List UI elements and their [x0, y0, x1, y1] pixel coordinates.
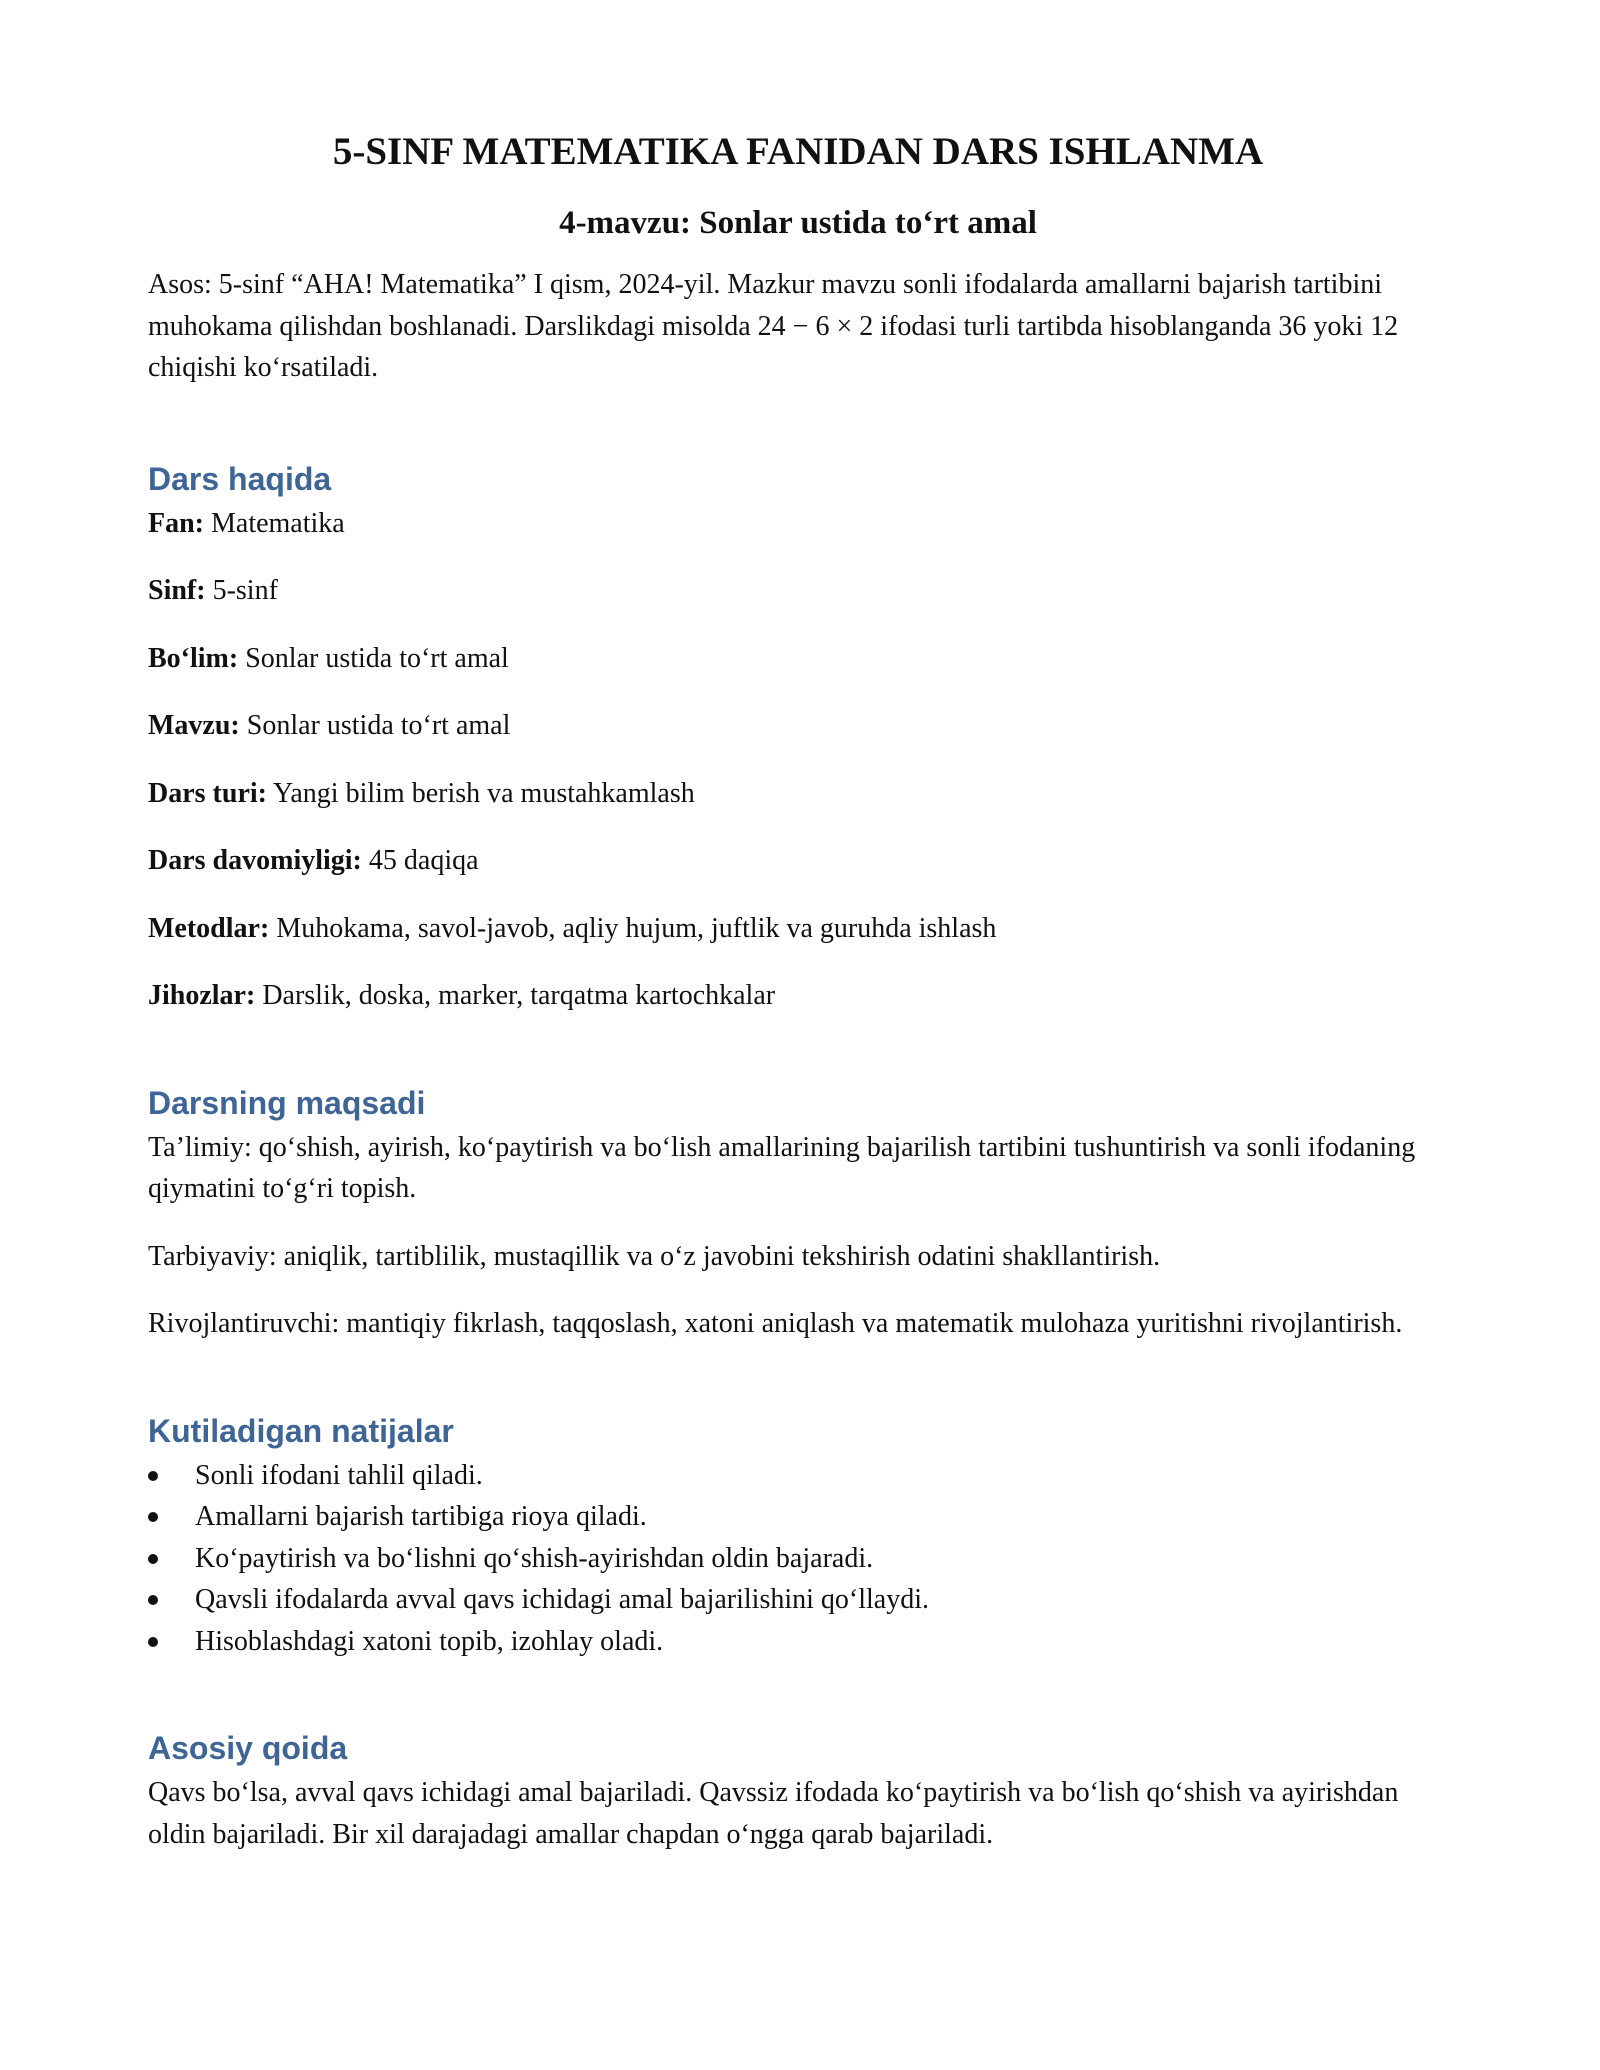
field-value: Muhokama, savol-javob, aqliy hujum, juftlik va guruhda ishlash [269, 912, 997, 944]
field-label: Mavzu: [148, 710, 240, 741]
about-heading: Dars haqida [148, 460, 332, 497]
bullet-icon [148, 1471, 158, 1481]
outcomes-list [148, 1455, 1448, 1663]
field-duration [148, 840, 1448, 882]
about-fields [148, 503, 1448, 1017]
field-grade [148, 570, 1448, 612]
list-item [148, 1621, 1448, 1663]
field-value: Darslik, doska, marker, tarqatma kartochkalar [255, 980, 776, 1011]
document-title: 5-SINF MATEMATIKA FANIDAN DARS ISHLANMA [332, 130, 1264, 173]
field-value: Sonlar ustida to‘rt amal [239, 710, 511, 741]
field-methods [148, 908, 1448, 950]
field-label: Sinf: [148, 575, 206, 606]
list-item-text: Amallarni bajarish tartibiga rioya qiladi. [195, 1501, 647, 1532]
bullet-icon [148, 1595, 158, 1605]
field-label: Dars turi: [148, 777, 267, 809]
field-label: Jihozlar: [148, 980, 256, 1011]
field-lesson-type [148, 773, 1448, 815]
list-item-text: Hisoblashdagi xatoni topib, izohlay oladi. [195, 1625, 664, 1657]
goals-section [148, 1083, 1448, 1345]
document-page [148, 128, 1448, 1855]
list-item [148, 1496, 1448, 1538]
goal-upbringing: Tarbiyaviy: aniqlik, tartiblilik, mustaqillik va o‘z javobini tekshirish odatini shakllantirish. [148, 1240, 1161, 1272]
rule-heading: Asosiy qoida [148, 1730, 348, 1766]
field-value: Matematika [204, 507, 345, 539]
field-value: 45 daqiqa [361, 845, 479, 876]
field-label: Bo‘lim: [148, 642, 239, 674]
field-label: Metodlar: [148, 912, 270, 944]
about-section [148, 459, 1448, 1017]
field-equipment [148, 975, 1448, 1017]
list-item-text: Ko‘paytirish va bo‘lishni qo‘shish-ayirishdan oldin bajaradi. [195, 1542, 874, 1574]
outcomes-section [148, 1411, 1448, 1663]
field-topic [148, 705, 1448, 747]
bullet-icon [148, 1554, 158, 1564]
rule-paragraph: Qavs bo‘lsa, avval qavs ichidagi amal bajariladi. Qavssiz ifodada ko‘paytirish va bo‘lish qo‘shish va ayirishdan oldin bajariladi. Bir xil darajadagi amallar chapdan o‘ngga qarab bajariladi. [148, 1777, 1399, 1850]
outcomes-heading: Kutiladigan natijalar [148, 1412, 454, 1449]
goals-heading: Darsning maqsadi [148, 1084, 426, 1121]
list-item-text: Sonli ifodani tahlil qiladi. [195, 1459, 483, 1491]
bullet-icon [148, 1637, 158, 1647]
list-item [148, 1579, 1448, 1621]
field-value: Yangi bilim berish va mustahkamlash [266, 777, 695, 809]
field-value: Sonlar ustida to‘rt amal [238, 642, 509, 674]
field-value: 5-sinf [205, 575, 278, 606]
goal-educational: Ta’limiy: qo‘shish, ayirish, ko‘paytirish va bo‘lish amallarining bajarilish tartibini tushuntirish va sonli ifodaning qiymatini to‘g‘ri topish. [148, 1131, 1416, 1204]
rule-section [148, 1728, 1448, 1855]
intro-paragraph: Asos: 5-sinf “AHA! Matematika” I qism, 2024-yil. Mazkur mavzu sonli ifodalarda amallarni bajarish tartibini muhokama qilishdan boshlanadi. Darslikdagi misolda 24 − 6 × 2 ifodasi turli tartibda hisoblanganda 36 yoki 12 chiqishi ko‘rsatiladi. [148, 269, 1399, 383]
bullet-icon [148, 1512, 158, 1522]
field-section [148, 638, 1448, 680]
goal-developmental: Rivojlantiruvchi: mantiqiy fikrlash, taqqoslash, xatoni aniqlash va matematik mulohaza yuritishni rivojlantirish. [148, 1308, 1403, 1339]
list-item [148, 1538, 1448, 1580]
field-label: Dars davomiyligi: [148, 845, 362, 876]
list-item-text: Qavsli ifodalarda avval qavs ichidagi amal bajarilishini qo‘llaydi. [195, 1584, 930, 1615]
field-label: Fan: [148, 507, 204, 539]
field-subject [148, 503, 1448, 545]
document-subtitle: 4-mavzu: Sonlar ustida to‘rt amal [559, 205, 1037, 241]
list-item [148, 1455, 1448, 1497]
